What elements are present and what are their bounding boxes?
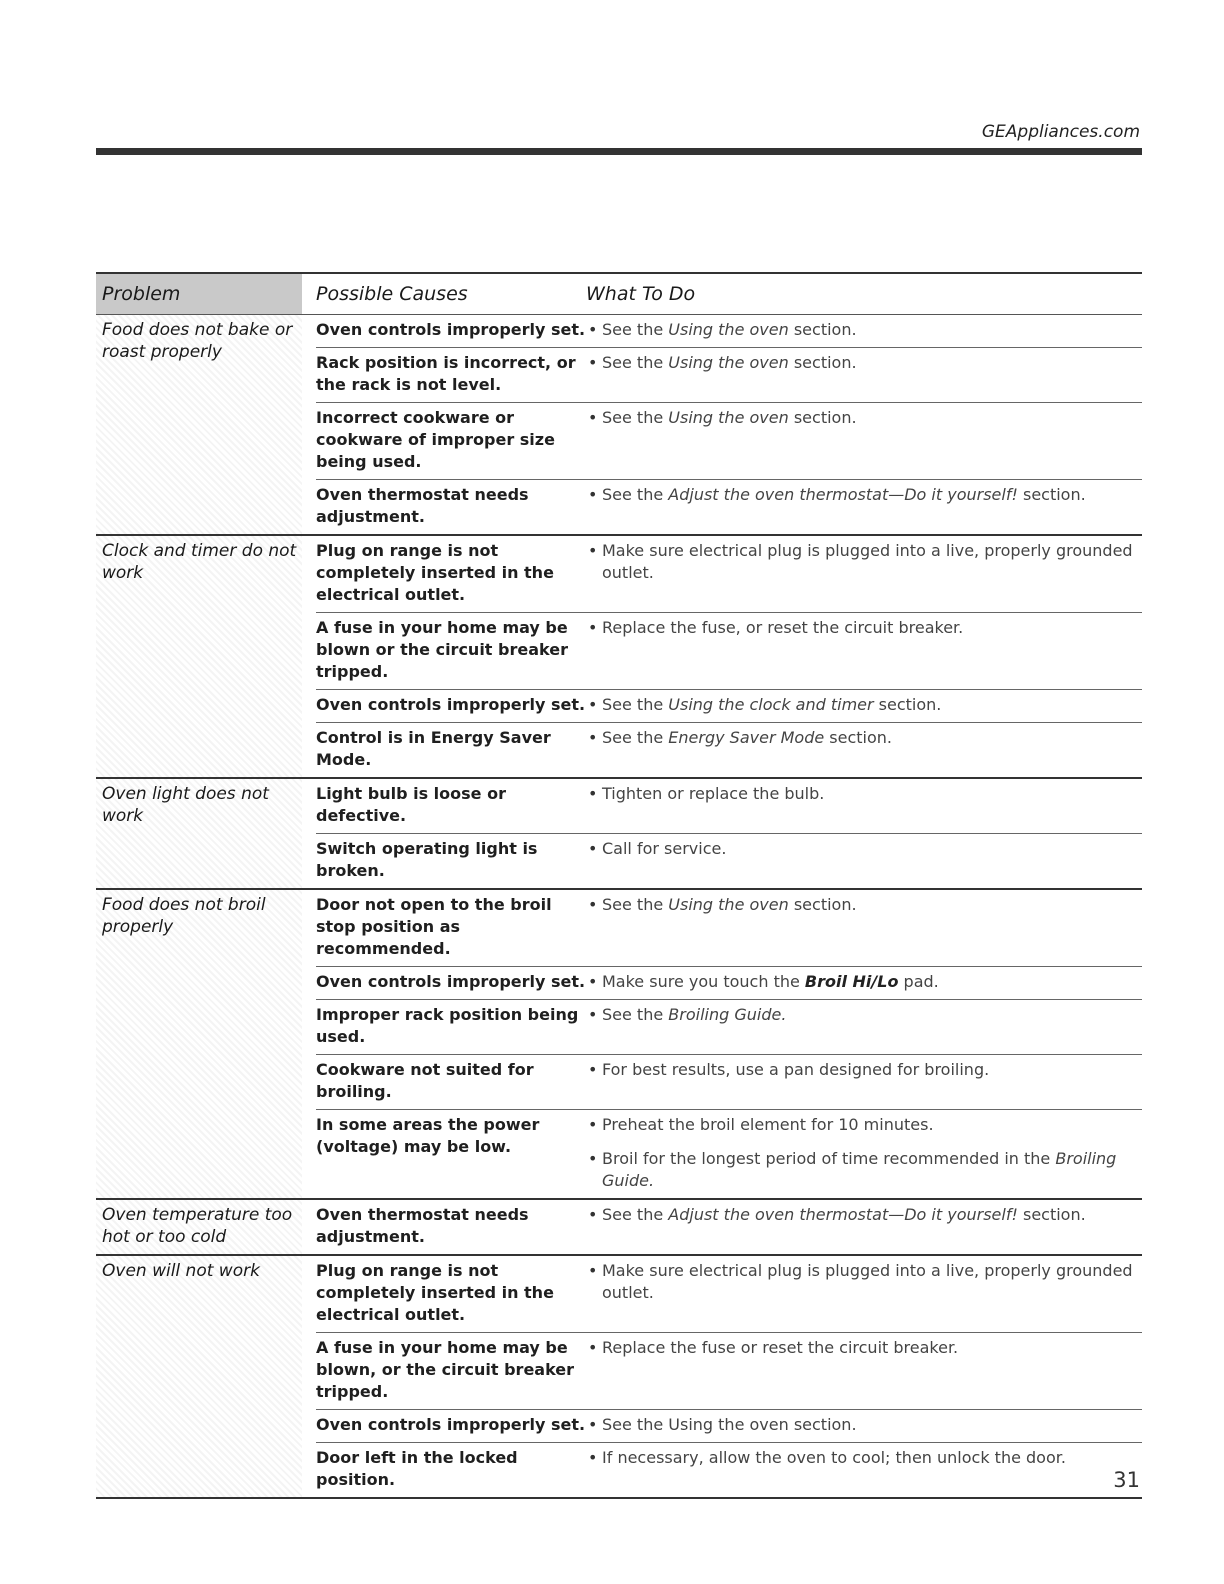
remedy-bullet bbox=[586, 1148, 1142, 1192]
what-to-do bbox=[586, 727, 1142, 771]
section-reference: Broiling Guide. bbox=[668, 1005, 787, 1024]
remedy-text: Replace the fuse or reset the circuit breaker. bbox=[602, 1338, 959, 1357]
table-row bbox=[316, 613, 1142, 690]
remedy-text: Tighten or replace the bulb. bbox=[602, 784, 825, 803]
remedy-text-end: section. bbox=[824, 728, 892, 747]
possible-cause: Plug on range is not completely inserted in the electrical outlet. bbox=[316, 541, 554, 604]
possible-cause: Switch operating light is broken. bbox=[316, 839, 538, 880]
header-problem: Problem bbox=[96, 274, 302, 314]
possible-cause: Improper rack position being used. bbox=[316, 1005, 579, 1046]
remedy-bullet bbox=[586, 407, 1142, 429]
page-number: 31 bbox=[1113, 1468, 1140, 1492]
remedy-bullet bbox=[586, 1414, 1142, 1436]
problem-label: Oven light does not work bbox=[96, 779, 302, 888]
remedy-text-end: section. bbox=[1017, 485, 1086, 504]
remedy-bullet bbox=[586, 319, 1142, 341]
remedy-bullet bbox=[586, 783, 1142, 805]
possible-cause: Oven controls improperly set. bbox=[316, 972, 586, 991]
remedy-text: See the bbox=[602, 353, 669, 372]
table-row bbox=[316, 890, 1142, 967]
possible-cause: Door left in the locked position. bbox=[316, 1448, 518, 1489]
what-to-do bbox=[586, 1414, 1142, 1436]
what-to-do bbox=[586, 783, 1142, 827]
problem-group bbox=[96, 779, 1142, 890]
problem-groups bbox=[96, 315, 1142, 1499]
possible-cause: Control is in Energy Saver Mode. bbox=[316, 728, 551, 769]
section-reference: Adjust the oven thermostat—Do it yourself! bbox=[668, 485, 1018, 504]
remedy-bullet bbox=[586, 694, 1142, 716]
remedy-text: Preheat the broil element for 10 minutes. bbox=[602, 1115, 934, 1134]
remedy-text: See the bbox=[602, 728, 669, 747]
problem-label: Oven temperature too hot or too cold bbox=[96, 1200, 302, 1254]
possible-cause: Oven controls improperly set. bbox=[316, 695, 586, 714]
remedy-text-end: section. bbox=[788, 408, 857, 427]
problem-label: Clock and timer do not work bbox=[96, 536, 302, 777]
what-to-do bbox=[586, 894, 1142, 960]
what-to-do bbox=[586, 484, 1142, 528]
problem-label: Oven will not work bbox=[96, 1256, 302, 1497]
header-possible-causes: Possible Causes bbox=[316, 283, 468, 305]
troubleshooting-table bbox=[96, 272, 1142, 1499]
problem-group bbox=[96, 1256, 1142, 1499]
remedy-bullet bbox=[586, 1059, 1142, 1081]
remedy-text: See the bbox=[602, 485, 669, 504]
what-to-do bbox=[586, 838, 1142, 882]
table-row bbox=[316, 1443, 1142, 1497]
possible-cause: Light bulb is loose or defective. bbox=[316, 784, 506, 825]
possible-cause: Door not open to the broil stop position as recommended. bbox=[316, 895, 552, 958]
remedy-text-end: section. bbox=[1017, 1205, 1086, 1224]
remedy-bullet bbox=[586, 1004, 1142, 1026]
problem-label: Food does not bake or roast properly bbox=[96, 315, 302, 534]
remedy-bullet bbox=[586, 1337, 1142, 1359]
possible-cause: Oven controls improperly set. bbox=[316, 320, 586, 339]
remedy-text-end: section. bbox=[788, 895, 857, 914]
section-reference: Using the oven bbox=[668, 320, 789, 339]
remedy-text: See the bbox=[602, 695, 669, 714]
what-to-do bbox=[586, 352, 1142, 396]
remedy-bullet bbox=[586, 894, 1142, 916]
possible-cause: Oven thermostat needs adjustment. bbox=[316, 1205, 529, 1246]
remedy-text: Broil for the longest period of time recommended in the bbox=[602, 1149, 1056, 1168]
table-row bbox=[316, 403, 1142, 480]
site-url: GEAppliances.com bbox=[981, 122, 1140, 142]
remedy-text: See the bbox=[602, 895, 669, 914]
remedy-text: See the Using the oven section. bbox=[602, 1415, 857, 1434]
what-to-do bbox=[586, 319, 1142, 341]
remedy-bullet bbox=[586, 540, 1142, 584]
table-row bbox=[316, 779, 1142, 834]
remedy-text: See the bbox=[602, 320, 669, 339]
remedy-text: Replace the fuse, or reset the circuit breaker. bbox=[602, 618, 964, 637]
possible-cause: A fuse in your home may be blown, or the circuit breaker tripped. bbox=[316, 1338, 575, 1401]
problem-label: Food does not broil properly bbox=[96, 890, 302, 1198]
possible-cause: Rack position is incorrect, or the rack is not level. bbox=[316, 353, 576, 394]
table-row bbox=[316, 834, 1142, 888]
table-row bbox=[316, 723, 1142, 777]
what-to-do bbox=[586, 1204, 1142, 1248]
remedy-text: If necessary, allow the oven to cool; then unlock the door. bbox=[602, 1448, 1066, 1467]
table-header bbox=[96, 272, 1142, 315]
table-row bbox=[316, 1410, 1142, 1443]
section-reference: Using the oven bbox=[668, 895, 789, 914]
remedy-text-end: section. bbox=[788, 353, 857, 372]
section-reference: Adjust the oven thermostat—Do it yourself! bbox=[668, 1205, 1018, 1224]
remedy-bullet bbox=[586, 352, 1142, 374]
remedy-bullet bbox=[586, 971, 1142, 993]
remedy-bullet bbox=[586, 484, 1142, 506]
what-to-do bbox=[586, 1337, 1142, 1403]
table-row bbox=[316, 1200, 1142, 1254]
possible-cause: In some areas the power (voltage) may be low. bbox=[316, 1115, 540, 1156]
table-row bbox=[316, 690, 1142, 723]
table-row bbox=[316, 1055, 1142, 1110]
possible-cause: Incorrect cookware or cookware of improper size being used. bbox=[316, 408, 555, 471]
section-reference: Broiling Guide. bbox=[602, 1149, 1117, 1190]
cause-rows bbox=[302, 779, 1142, 888]
remedy-text: See the bbox=[602, 1205, 669, 1224]
section-reference: Using the oven bbox=[668, 353, 789, 372]
remedy-bullet bbox=[586, 1114, 1142, 1136]
table-row bbox=[316, 348, 1142, 403]
what-to-do bbox=[586, 407, 1142, 473]
table-row bbox=[316, 480, 1142, 534]
table-row bbox=[316, 1256, 1142, 1333]
what-to-do bbox=[586, 617, 1142, 683]
section-reference: Using the clock and timer bbox=[668, 695, 874, 714]
what-to-do bbox=[586, 1059, 1142, 1103]
remedy-bullet bbox=[586, 727, 1142, 749]
what-to-do bbox=[586, 1114, 1142, 1192]
what-to-do bbox=[586, 1004, 1142, 1048]
table-row bbox=[316, 1110, 1142, 1198]
remedy-text: For best results, use a pan designed for broiling. bbox=[602, 1060, 990, 1079]
problem-group bbox=[96, 315, 1142, 536]
what-to-do bbox=[586, 1447, 1142, 1491]
possible-cause: A fuse in your home may be blown or the circuit breaker tripped. bbox=[316, 618, 568, 681]
pad-name: Broil Hi/Lo bbox=[804, 972, 899, 991]
remedy-text: Make sure electrical plug is plugged into a live, properly grounded outlet. bbox=[602, 1261, 1133, 1302]
section-reference: Energy Saver Mode bbox=[668, 728, 825, 747]
cause-rows bbox=[302, 315, 1142, 534]
remedy-text: See the bbox=[602, 1005, 669, 1024]
table-row bbox=[316, 967, 1142, 1000]
cause-rows bbox=[302, 890, 1142, 1198]
section-reference: Using the oven bbox=[668, 408, 789, 427]
possible-cause: Cookware not suited for broiling. bbox=[316, 1060, 534, 1101]
cause-rows bbox=[302, 536, 1142, 777]
possible-cause: Oven controls improperly set. bbox=[316, 1415, 586, 1434]
possible-cause: Oven thermostat needs adjustment. bbox=[316, 485, 529, 526]
header-what-to-do: What To Do bbox=[586, 283, 696, 305]
remedy-text: Call for service. bbox=[602, 839, 727, 858]
cause-rows bbox=[302, 1200, 1142, 1254]
table-row bbox=[316, 1000, 1142, 1055]
table-row bbox=[316, 536, 1142, 613]
problem-group bbox=[96, 536, 1142, 779]
possible-cause: Plug on range is not completely inserted in the electrical outlet. bbox=[316, 1261, 554, 1324]
remedy-bullet bbox=[586, 617, 1142, 639]
what-to-do bbox=[586, 971, 1142, 993]
remedy-bullet bbox=[586, 838, 1142, 860]
remedy-bullet bbox=[586, 1260, 1142, 1304]
cause-rows bbox=[302, 1256, 1142, 1497]
remedy-text-end: pad. bbox=[898, 972, 939, 991]
what-to-do bbox=[586, 1260, 1142, 1326]
remedy-text: Make sure you touch the bbox=[602, 972, 805, 991]
remedy-bullet bbox=[586, 1447, 1142, 1469]
remedy-text: Make sure electrical plug is plugged into a live, properly grounded outlet. bbox=[602, 541, 1133, 582]
remedy-text-end: section. bbox=[873, 695, 942, 714]
remedy-text: See the bbox=[602, 408, 669, 427]
problem-group bbox=[96, 890, 1142, 1200]
header-rule bbox=[96, 148, 1142, 155]
table-row bbox=[316, 315, 1142, 348]
table-row bbox=[316, 1333, 1142, 1410]
what-to-do bbox=[586, 540, 1142, 606]
what-to-do bbox=[586, 694, 1142, 716]
remedy-bullet bbox=[586, 1204, 1142, 1226]
problem-group bbox=[96, 1200, 1142, 1256]
remedy-text-end: section. bbox=[788, 320, 857, 339]
